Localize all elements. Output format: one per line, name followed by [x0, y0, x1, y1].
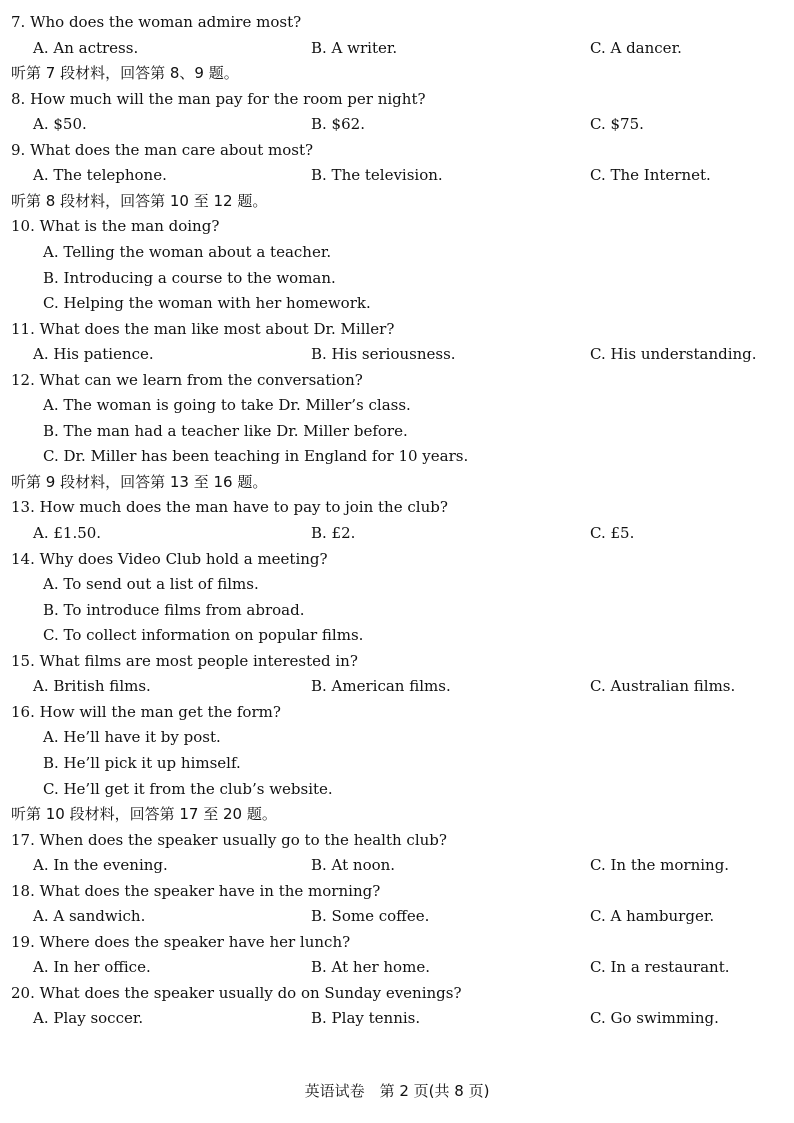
question-stem: 14. Why does Video Club hold a meeting?	[11, 549, 328, 568]
answer-option: C. Go swimming.	[590, 1009, 719, 1028]
answer-option: B. Play tennis.	[311, 1009, 421, 1028]
section-instruction: 听第 9 段材料，回答第 13 至 16 题。	[11, 472, 268, 491]
answer-option: A. Telling the woman about a teacher.	[43, 242, 332, 261]
answer-option: A. In the evening.	[33, 856, 168, 875]
answer-option: C. £5.	[590, 524, 635, 542]
answer-option: B. At noon.	[311, 856, 396, 875]
question-stem: 16. How will the man get the form?	[11, 702, 281, 721]
answer-option: A. Play soccer.	[33, 1009, 144, 1028]
question-stem: 10. What is the man doing?	[11, 217, 220, 236]
answer-option: A. £1.50.	[33, 524, 102, 542]
answer-option: C. A hamburger.	[590, 907, 715, 926]
answer-option: A. His patience.	[33, 345, 154, 364]
section-instruction: 听第 7 段材料，回答第 8、9 题。	[11, 64, 239, 83]
question-stem: 12. What can we learn from the conversation?	[11, 370, 363, 389]
option-row	[0, 1005, 794, 1031]
answer-option: C. A dancer.	[590, 38, 682, 57]
answer-option: A. In her office.	[33, 958, 151, 977]
page-footer: 英语试卷 第 2 页(共 8 页)	[304, 1082, 490, 1100]
option-row	[0, 341, 794, 367]
answer-option: B. To introduce films from abroad.	[43, 600, 305, 619]
question-stem: 9. What does the man care about most?	[11, 140, 314, 159]
option-row	[0, 520, 794, 546]
answer-option: C. To collect information on popular films.	[43, 626, 364, 645]
answer-option: B. A writer.	[311, 38, 398, 57]
answer-option: A. To send out a list of films.	[43, 575, 259, 594]
question-stem: 17. When does the speaker usually go to the health club?	[11, 830, 447, 849]
answer-option: B. His seriousness.	[311, 345, 456, 364]
answer-option: B. At her home.	[311, 958, 430, 977]
section-instruction: 听第 10 段材料，回答第 17 至 20 题。	[11, 805, 277, 824]
answer-option: C. Helping the woman with her homework.	[43, 294, 371, 313]
answer-option: C. The Internet.	[590, 166, 711, 185]
question-stem: 18. What does the speaker have in the morning?	[11, 881, 381, 900]
section-instruction: 听第 8 段材料，回答第 10 至 12 题。	[11, 191, 268, 210]
answer-option: A. British films.	[33, 677, 151, 696]
question-stem: 19. Where does the speaker have her lunch?	[11, 932, 351, 951]
question-stem: 13. How much does the man have to pay to join the club?	[11, 498, 448, 517]
answer-option: C. $75.	[590, 115, 644, 134]
answer-option: C. Australian films.	[590, 677, 736, 696]
answer-option: A. An actress.	[33, 38, 139, 57]
answer-option: C. Dr. Miller has been teaching in England for 10 years.	[43, 447, 469, 466]
option-row	[0, 852, 794, 878]
answer-option: B. The man had a teacher like Dr. Miller before.	[43, 421, 408, 440]
question-stem: 20. What does the speaker usually do on Sunday evenings?	[11, 983, 462, 1002]
answer-option: C. He’ll get it from the club’s website.	[43, 779, 333, 798]
answer-option: A. A sandwich.	[33, 907, 146, 926]
answer-option: C. His understanding.	[590, 345, 757, 364]
answer-option: C. In a restaurant.	[590, 958, 730, 977]
answer-option: B. $62.	[311, 115, 365, 134]
answer-option: A. The telephone.	[33, 166, 167, 185]
answer-option: B. American films.	[311, 677, 451, 696]
option-row	[0, 954, 794, 980]
answer-option: A. He’ll have it by post.	[43, 728, 221, 747]
answer-option: B. Introducing a course to the woman.	[43, 268, 336, 287]
option-row	[0, 162, 794, 188]
answer-option: A. $50.	[33, 115, 87, 134]
option-row	[0, 903, 794, 929]
answer-option: C. In the morning.	[590, 856, 730, 875]
answer-option: B. The television.	[311, 166, 443, 185]
question-stem: 7. Who does the woman admire most?	[11, 13, 302, 31]
answer-option: B. £2.	[311, 524, 356, 542]
question-stem: 8. How much will the man pay for the room per night?	[11, 89, 426, 108]
question-stem: 11. What does the man like most about Dr. Miller?	[11, 319, 395, 338]
option-row	[0, 111, 794, 137]
answer-option: A. The woman is going to take Dr. Miller’s class.	[43, 396, 411, 415]
question-stem: 15. What films are most people interested in?	[11, 651, 358, 670]
answer-option: B. He’ll pick it up himself.	[43, 753, 241, 772]
option-row	[0, 35, 794, 61]
answer-option: B. Some coffee.	[311, 907, 430, 926]
option-row	[0, 673, 794, 699]
